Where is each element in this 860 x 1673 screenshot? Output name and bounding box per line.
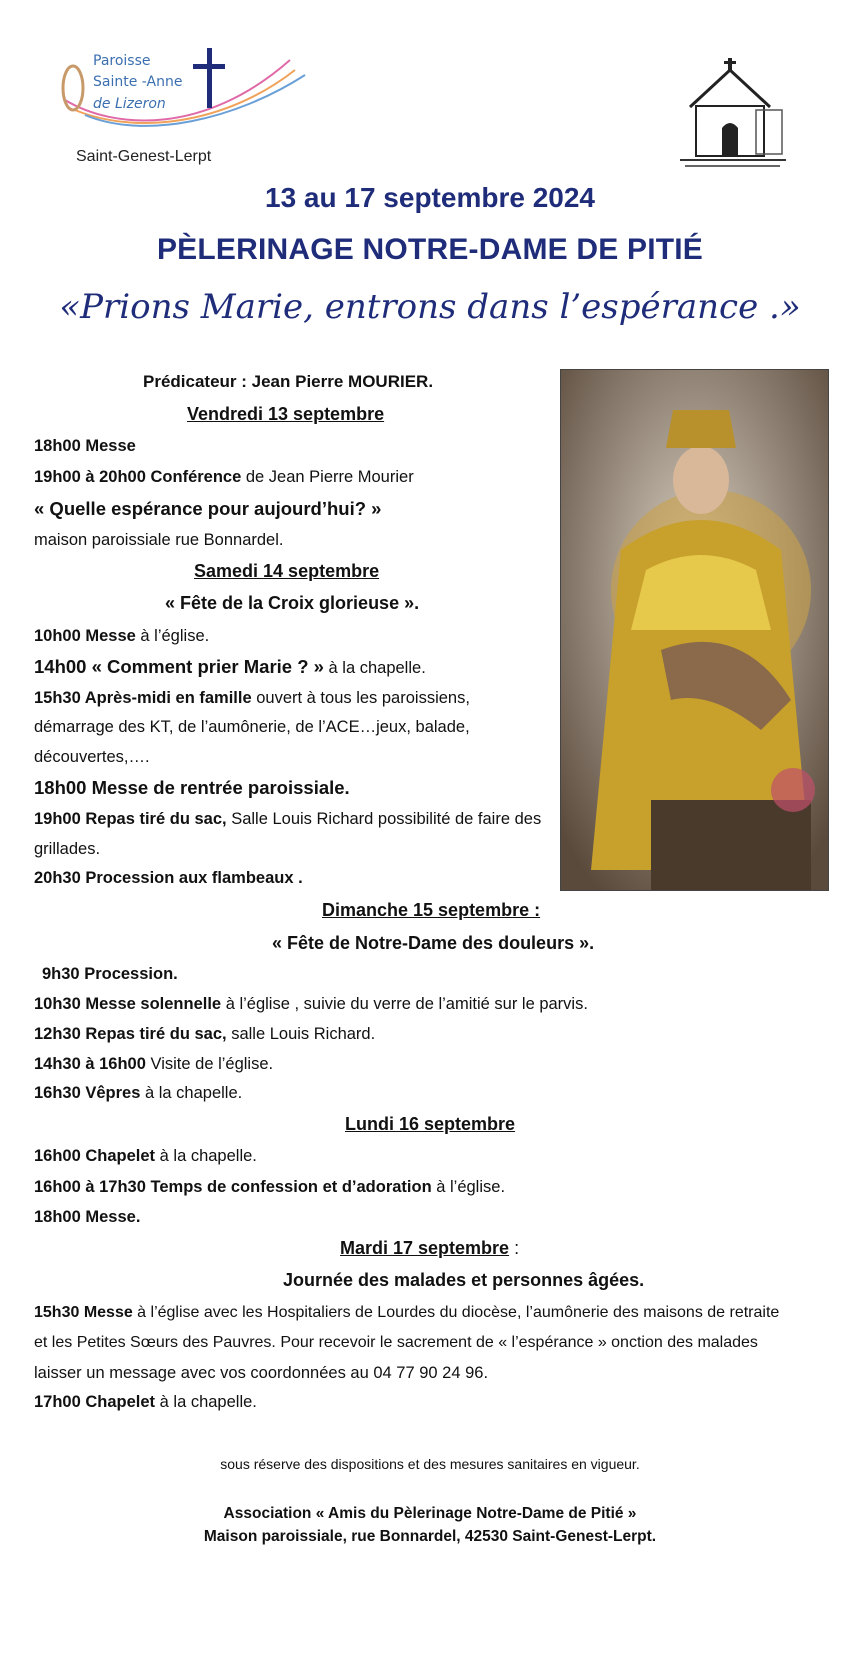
- pieta-statue-image: [561, 370, 828, 890]
- monday-line1: 16h00 Chapelet à la chapelle.: [34, 1147, 257, 1165]
- tuesday-heading: Mardi 17 septembre :: [340, 1238, 520, 1258]
- tuesday-theme: Journée des malades et personnes âgées.: [283, 1270, 645, 1290]
- tuesday-line4: 17h00 Chapelet à la chapelle.: [34, 1393, 257, 1411]
- sunday-line1: 9h30 Procession.: [42, 965, 178, 983]
- saturday-line5: découvertes,….: [34, 748, 150, 766]
- tuesday-line3: laisser un message avec vos coordonnées au 04 77 90 24 96.: [34, 1364, 489, 1382]
- event-dates: 13 au 17 septembre 2024: [265, 182, 595, 213]
- sunday-heading: Dimanche 15 septembre :: [322, 900, 541, 920]
- association-address: Maison paroissiale, rue Bonnardel, 42530 Saint-Genest-Lerpt.: [203, 1528, 657, 1545]
- preacher: Prédicateur : Jean Pierre MOURIER.: [143, 372, 434, 391]
- saturday-line4: démarrage des KT, de l’aumônerie, de l’ACE…jeux, balade,: [34, 718, 470, 736]
- monday-heading: Lundi 16 septembre: [345, 1114, 516, 1134]
- saturday-line2: 14h00 « Comment prier Marie ? » à la chapelle.: [34, 656, 426, 677]
- tuesday-line2: et les Petites Sœurs des Pauvres. Pour recevoir le sacrement de « l’espérance » onction des malades: [34, 1334, 758, 1351]
- sunday-line3: 12h30 Repas tiré du sac, salle Louis Richard.: [34, 1025, 376, 1043]
- friday-line2: 19h00 à 20h00 Conférence de Jean Pierre Mourier: [34, 468, 414, 486]
- sanitary-notice: sous réserve des dispositions et des mesures sanitaires en vigueur.: [220, 1456, 640, 1472]
- chapel-illustration: [670, 52, 790, 172]
- association-name: Association « Amis du Pèlerinage Notre-Dame de Pitié »: [223, 1505, 637, 1522]
- chapel-icon: [670, 52, 790, 172]
- saturday-line8: grillades.: [34, 840, 101, 858]
- saturday-theme: « Fête de la Croix glorieuse ».: [165, 593, 420, 613]
- event-motto: «Prions Marie, entrons dans l’espérance .»: [59, 287, 801, 327]
- tuesday-line1: 15h30 Messe à l’église avec les Hospitaliers de Lourdes du diocèse, l’aumônerie des maisons de retraite: [34, 1304, 780, 1321]
- saturday-line7: 19h00 Repas tiré du sac, Salle Louis Richard possibilité de faire des: [34, 810, 542, 828]
- sunday-line4: 14h30 à 16h00 Visite de l’église.: [34, 1055, 274, 1073]
- saturday-heading: Samedi 14 septembre: [194, 561, 380, 581]
- event-title: PÈLERINAGE NOTRE-DAME DE PITIÉ: [156, 233, 704, 266]
- logo-line1: Paroisse: [93, 53, 151, 69]
- statue-photo: [560, 369, 829, 891]
- parish-logo: [55, 40, 315, 135]
- sunday-line5: 16h30 Vêpres à la chapelle.: [34, 1084, 243, 1102]
- saturday-line6: 18h00 Messe de rentrée paroissiale.: [34, 777, 350, 798]
- sunday-theme: « Fête de Notre-Dame des douleurs ».: [272, 933, 595, 953]
- town-name: Saint-Genest-Lerpt: [76, 148, 212, 165]
- friday-line4: maison paroissiale rue Bonnardel.: [34, 531, 284, 549]
- saturday-line9: 20h30 Procession aux flambeaux .: [34, 869, 303, 887]
- friday-heading: Vendredi 13 septembre: [187, 404, 385, 424]
- logo-line3: de Lizeron: [93, 96, 166, 112]
- monday-line2: 16h00 à 17h30 Temps de confession et d’adoration à l’église.: [34, 1178, 506, 1196]
- friday-line3: « Quelle espérance pour aujourd’hui? »: [34, 498, 382, 519]
- friday-line1: 18h00 Messe: [34, 437, 136, 455]
- saturday-line3: 15h30 Après-midi en famille ouvert à tous les paroissiens,: [34, 689, 470, 707]
- logo-line2: Sainte -Anne: [93, 74, 183, 90]
- sunday-line2: 10h30 Messe solennelle à l’église , suivie du verre de l’amitié sur le parvis.: [34, 995, 588, 1013]
- monday-line3: 18h00 Messe.: [34, 1208, 141, 1226]
- saturday-line1: 10h00 Messe à l’église.: [34, 627, 210, 645]
